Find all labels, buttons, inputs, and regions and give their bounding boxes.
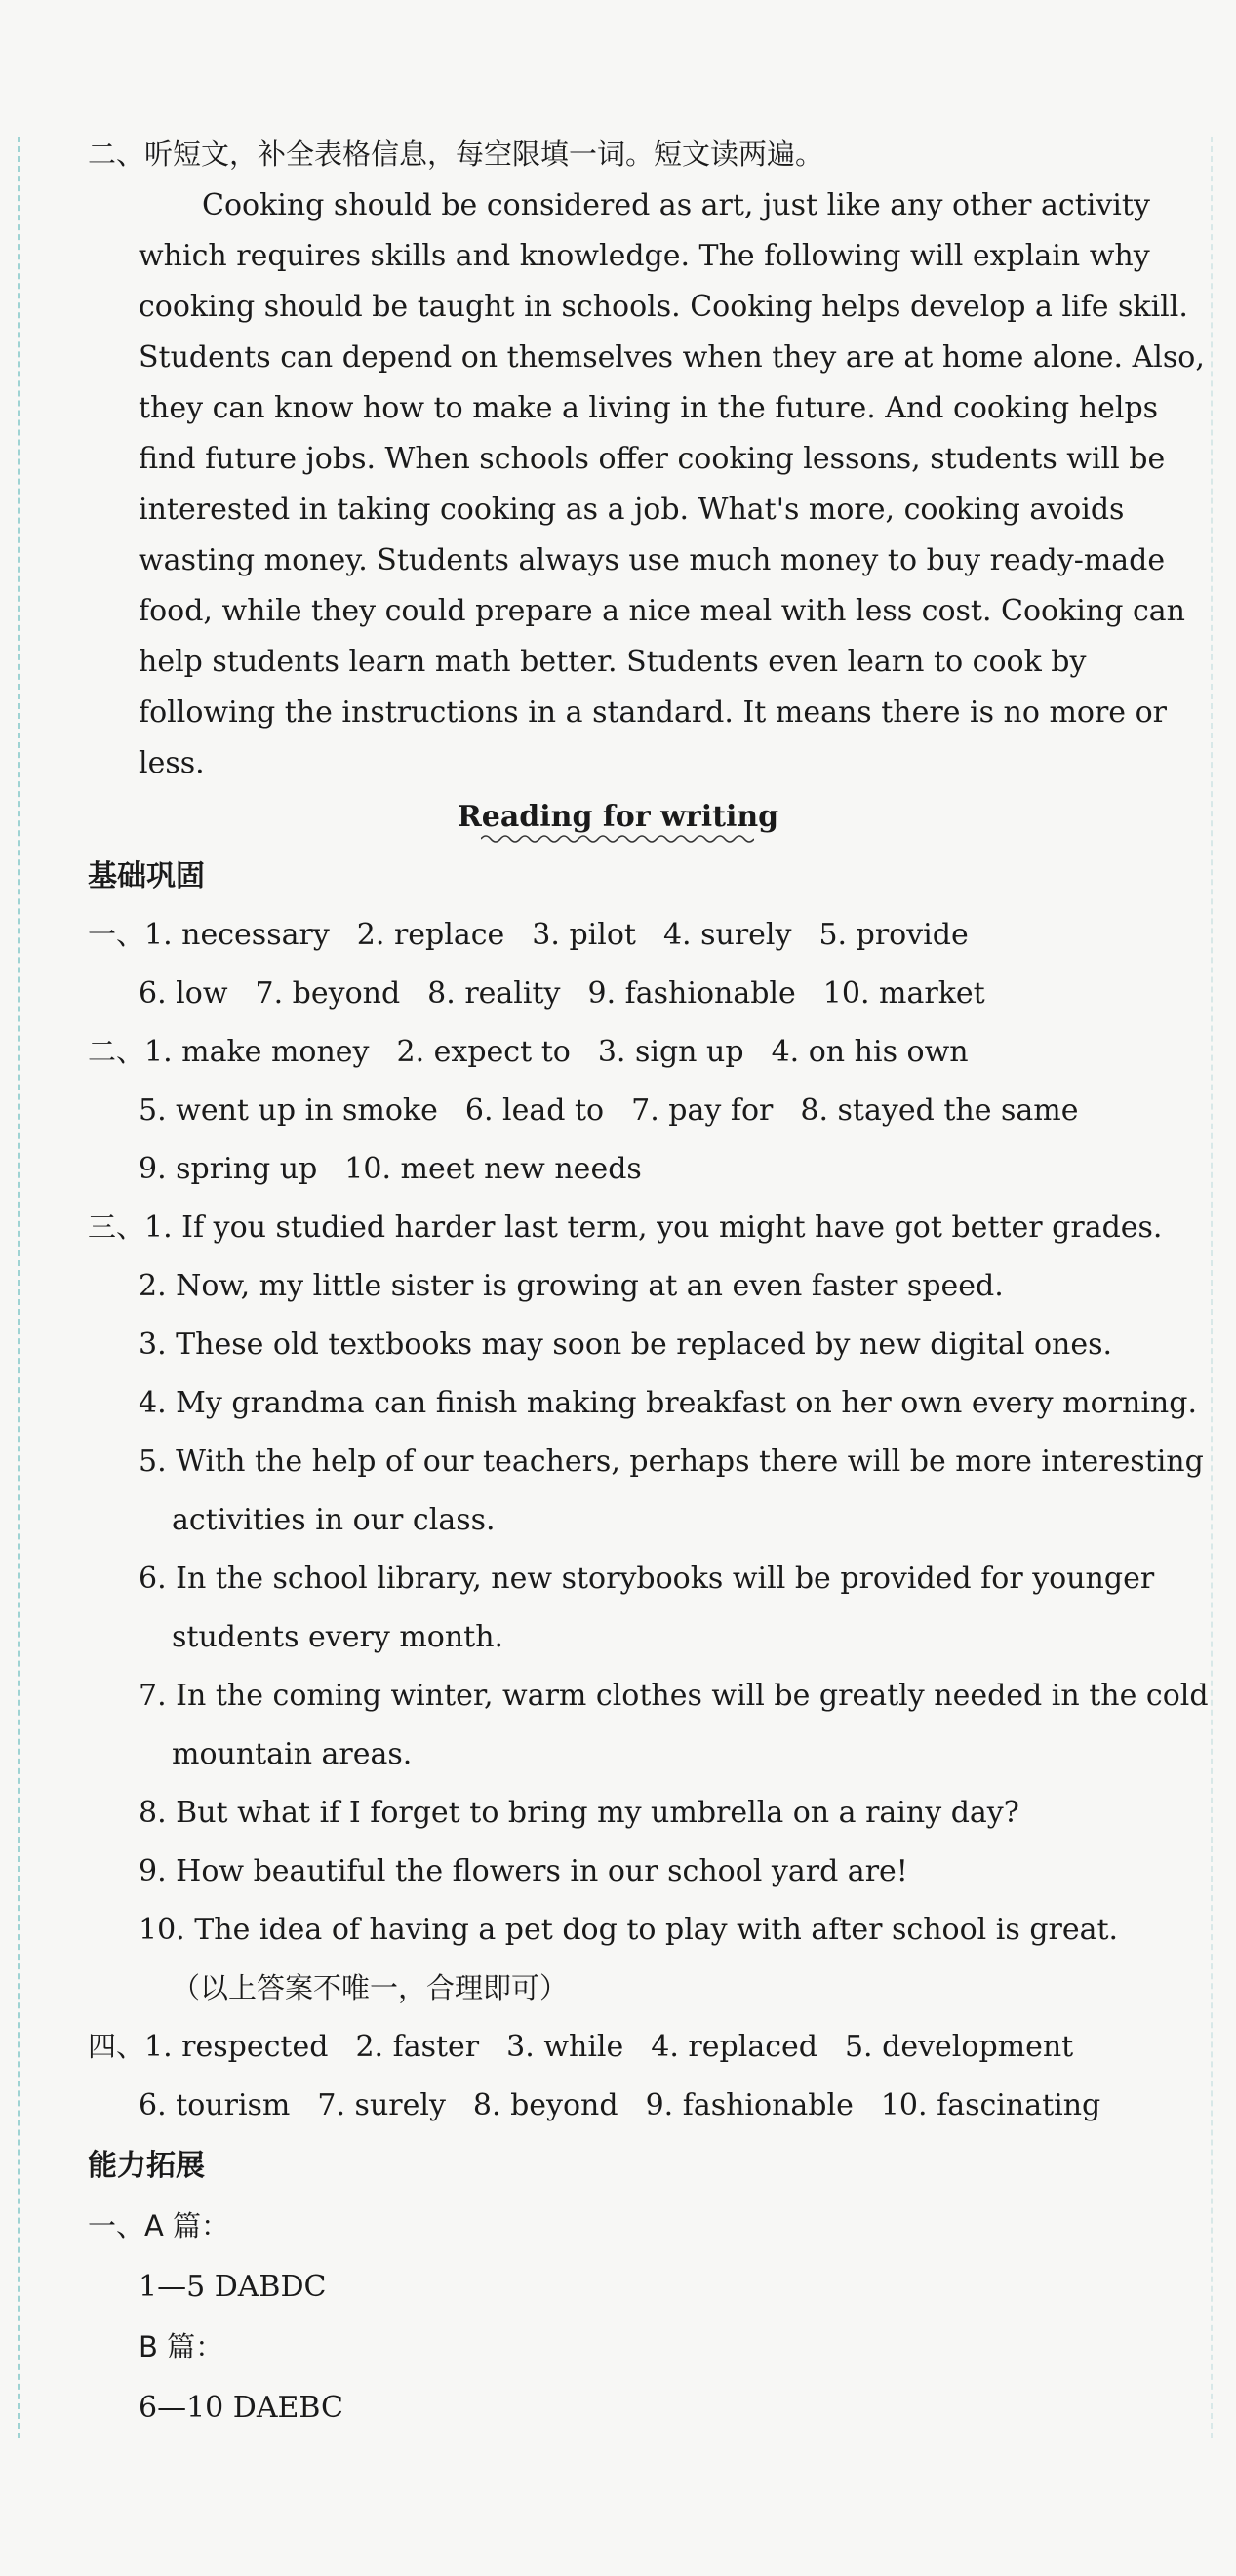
part3-sentence-1: [88, 1210, 1163, 1245]
part3-sentence-7b: mountain areas.: [172, 1737, 413, 1771]
answer-item: 5. went up in smoke: [139, 1093, 438, 1128]
passage-line-12: less.: [139, 746, 205, 780]
sentence-text: 1. If you studied harder last term, you might have got better grades.: [144, 1210, 1163, 1245]
passage-b-label: B 篇：: [139, 2330, 224, 2363]
part3-sentence-8: 8. But what if I forget to bring my umbrella on a rainy day?: [139, 1796, 1019, 1830]
passage-a-answers: 1—5 DABDC: [139, 2270, 327, 2304]
listening-instruction: 二、听短文，补全表格信息，每空限填一词。短文读两遍。: [88, 138, 824, 171]
answer-item: 10. fascinating: [880, 2088, 1101, 2122]
part1-row1: [88, 918, 969, 952]
passage-line-7: interested in taking cooking as a job. What's more, cooking avoids: [139, 493, 1125, 527]
right-dashed-margin: [1211, 137, 1213, 2438]
answer-item: 7. beyond: [255, 976, 401, 1011]
passage-a-label: 一、A 篇：: [88, 2209, 230, 2242]
passage-line-10: help students learn math better. Students even learn to cook by: [139, 645, 1087, 679]
part4-label: 四、: [88, 2030, 145, 2063]
part4-row1: [88, 2030, 1074, 2064]
answer-item: 6. lead to: [464, 1093, 605, 1128]
answer-item: 5. provide: [818, 918, 969, 952]
passage-line-3: cooking should be taught in schools. Cooking helps develop a life skill.: [139, 290, 1188, 324]
part3-sentence-10: 10. The idea of having a pet dog to play with after school is great.: [139, 1913, 1119, 1947]
part3-sentence-2: 2. Now, my little sister is growing at an even faster speed.: [139, 1269, 1004, 1303]
answer-item: 8. stayed the same: [800, 1093, 1079, 1128]
section-title: Reading for writing: [457, 800, 779, 834]
answer-item: 10. market: [822, 976, 985, 1011]
part3-sentence-6b: students every month.: [172, 1620, 504, 1654]
part3-sentence-5a: 5. With the help of our teachers, perhaps there will be more interesting: [139, 1445, 1204, 1479]
part2-label: 二、: [88, 1035, 145, 1068]
answer-item: 2. expect to: [396, 1035, 571, 1069]
passage-line-4: Students can depend on themselves when they are at home alone. Also,: [139, 340, 1205, 375]
answer-item: 8. reality: [427, 976, 561, 1011]
answer-item: 9. spring up: [139, 1152, 318, 1186]
answer-item: 9. fashionable: [645, 2088, 854, 2122]
answer-item: 8. beyond: [472, 2088, 618, 2122]
passage-line-1: Cooking should be considered as art, just like any other activity: [202, 188, 1150, 222]
part2-row2: [139, 1093, 1079, 1128]
passage-b-answers: 6—10 DAEBC: [139, 2391, 343, 2425]
basics-heading: 基础巩固: [88, 859, 205, 893]
part3-sentence-4: 4. My grandma can finish making breakfast on her own every morning.: [139, 1386, 1197, 1420]
part3-label: 三、: [88, 1210, 145, 1244]
answer-item: 5. development: [844, 2030, 1074, 2064]
part1-row2: [139, 976, 985, 1011]
passage-line-8: wasting money. Students always use much money to buy ready-made: [139, 543, 1166, 577]
answer-item: 4. surely: [662, 918, 792, 952]
answer-item: 10. meet new needs: [344, 1152, 642, 1186]
passage-line-5: they can know how to make a living in the future. And cooking helps: [139, 391, 1159, 425]
answer-item: 1. necessary: [144, 918, 330, 952]
answer-item: 7. surely: [317, 2088, 446, 2122]
part2-row1: [88, 1035, 969, 1069]
answer-item: 9. fashionable: [587, 976, 796, 1011]
answer-item: 1. make money: [144, 1035, 370, 1069]
extension-heading: 能力拓展: [88, 2149, 205, 2183]
answer-item: 6. tourism: [139, 2088, 291, 2122]
passage-line-2: which requires skills and knowledge. The following will explain why: [139, 239, 1150, 273]
answer-item: 6. low: [139, 976, 228, 1011]
answer-item: 1. respected: [144, 2030, 329, 2064]
part3-sentence-6a: 6. In the school library, new storybooks will be provided for younger: [139, 1562, 1155, 1596]
wavy-underline: [481, 833, 754, 845]
part3-note: （以上答案不唯一，合理即可）: [172, 1971, 569, 2004]
answer-item: 3. sign up: [597, 1035, 744, 1069]
answer-item: 2. faster: [355, 2030, 480, 2064]
passage-line-11: following the instructions in a standard. It means there is no more or: [139, 695, 1167, 730]
part3-sentence-3: 3. These old textbooks may soon be replaced by new digital ones.: [139, 1328, 1113, 1362]
passage-line-9: food, while they could prepare a nice meal with less cost. Cooking can: [139, 594, 1185, 628]
left-dashed-margin: [18, 137, 20, 2438]
answer-item: 4. on his own: [771, 1035, 969, 1069]
part3-sentence-7a: 7. In the coming winter, warm clothes will be greatly needed in the cold: [139, 1679, 1209, 1713]
answer-item: 3. while: [506, 2030, 624, 2064]
answer-item: 7. pay for: [631, 1093, 774, 1128]
answer-item: 2. replace: [356, 918, 505, 952]
part4-row2: [139, 2088, 1101, 2122]
passage-line-6: find future jobs. When schools offer cooking lessons, students will be: [139, 442, 1166, 476]
answer-item: 3. pilot: [532, 918, 636, 952]
part1-label: 一、: [88, 918, 145, 951]
part3-sentence-9: 9. How beautiful the flowers in our school yard are!: [139, 1854, 908, 1888]
part2-row3: [139, 1152, 642, 1186]
answer-item: 4. replaced: [651, 2030, 817, 2064]
part3-sentence-5b: activities in our class.: [172, 1503, 496, 1537]
